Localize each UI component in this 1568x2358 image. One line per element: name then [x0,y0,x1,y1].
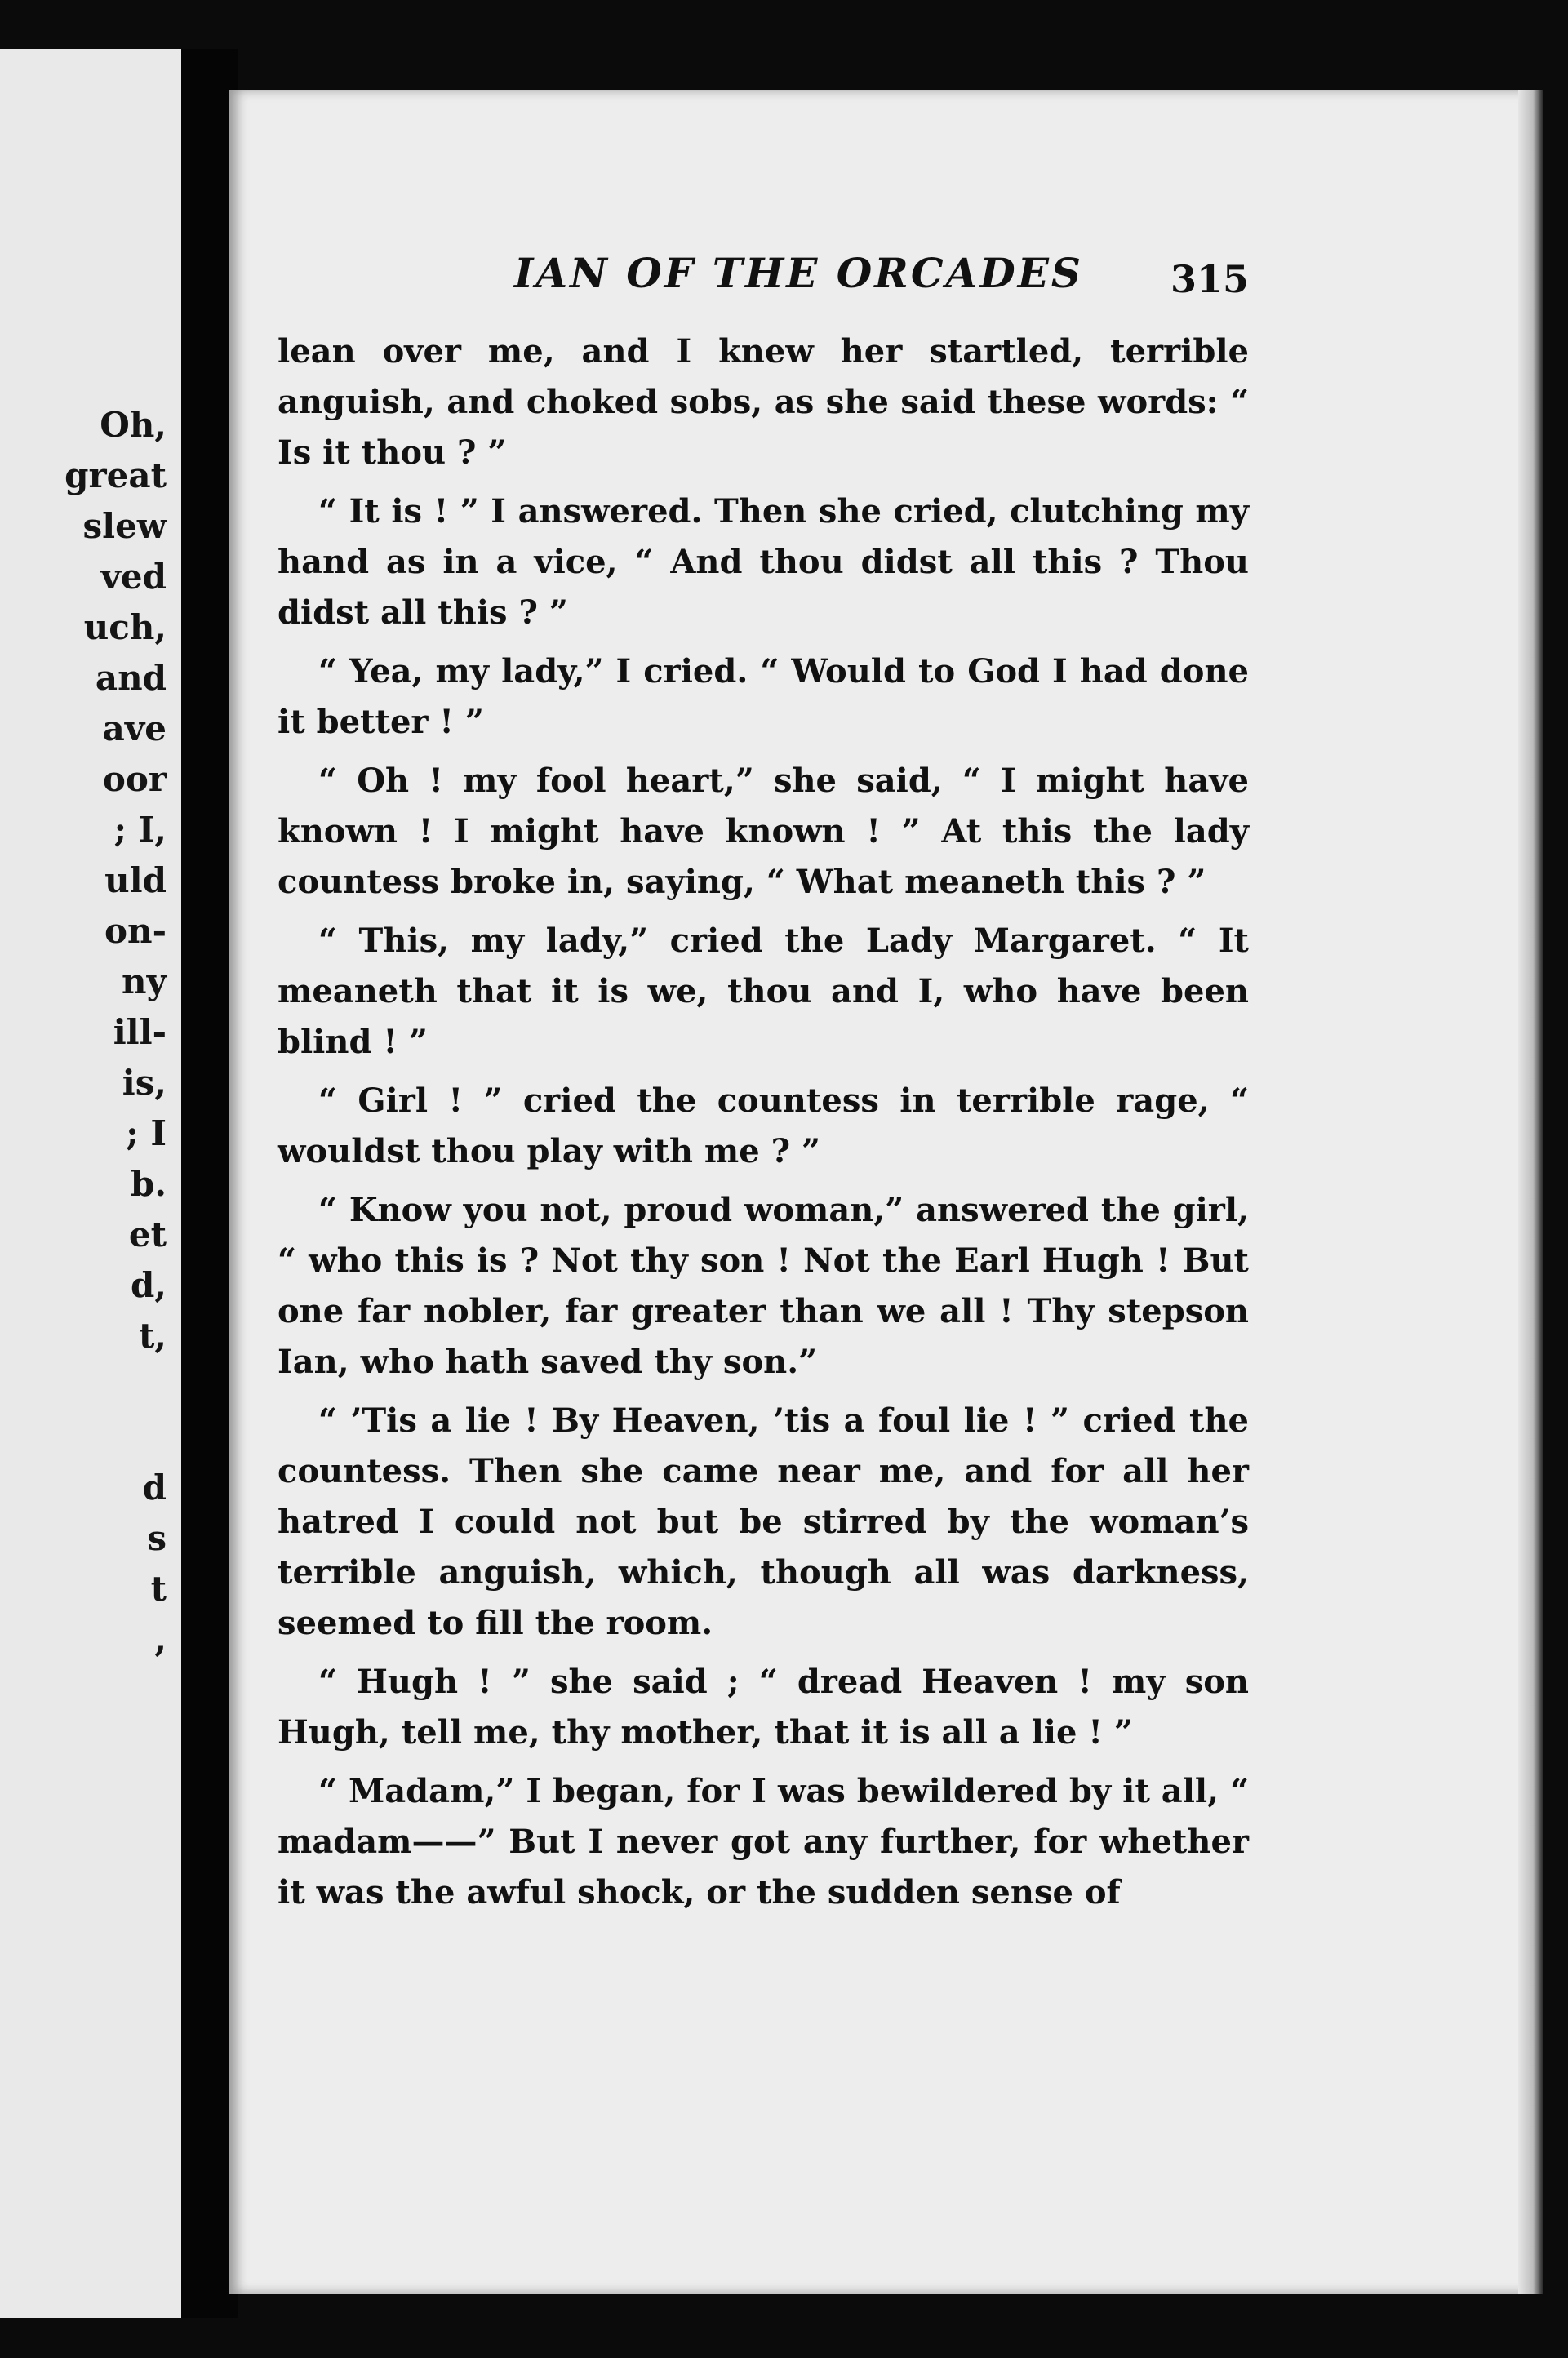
running-title: IAN OF THE ORCADES [514,249,1083,297]
facing-page-text: Oh, great slew ved uch, and ave oor ; I, uld on- ny ill- is, ; I b. et d, t, d s t , [64,405,167,1659]
scan-border [0,2318,1568,2358]
page-number: 315 [1170,257,1249,301]
paragraph: “ Know you not, proud woman,” answered the girl, “ who this is ? Not thy son ! Not the Earl Hugh ! But one far nobler, far greater than we all ! Thy stepson Ian, who hath saved thy son.” [278,1191,1249,1381]
page-edge [1518,90,1543,2294]
paragraph: “ Madam,” I began, for I was bewildered by it all, “ madam——” But I never got any further, for whether it was the awful shock, or the sudden sense of [278,1772,1249,1912]
paragraph: “ Oh ! my fool heart,” she said, “ I might have known ! I might have known ! ” At this the lady countess broke in, saying, “ What meaneth this ? ” [278,762,1249,901]
paragraph: “ ’Tis a lie ! By Heaven, ’tis a foul lie ! ” cried the countess. Then she came near me, and for all her hatred I could not but be stirred by the woman’s terrible anguish, which, though all was darkness, seemed to fill the room. [278,1401,1249,1642]
running-head [278,249,1249,314]
paragraph: “ Hugh ! ” she said ; “ dread Heaven ! my son Hugh, tell me, thy mother, that it is all a lie ! ” [278,1663,1249,1752]
paragraph: “ This, my lady,” cried the Lady Margaret. “ It meaneth that it is we, thou and I, who have been blind ! ” [278,921,1249,1061]
facing-page [0,49,181,2318]
paragraph: “ It is ! ” I answered. Then she cried, clutching my hand as in a vice, “ And thou didst all this ? Thou didst all this ? ” [278,492,1249,632]
paragraph: lean over me, and I knew her startled, terrible anguish, and choked sobs, as she said these words: “ Is it thou ? ” [278,332,1249,472]
body-text [278,326,1249,1926]
paragraph: “ Yea, my lady,” I cried. “ Would to God I had done it better ! ” [278,652,1249,741]
paragraph: “ Girl ! ” cried the countess in terrible rage, “ wouldst thou play with me ? ” [278,1081,1249,1170]
